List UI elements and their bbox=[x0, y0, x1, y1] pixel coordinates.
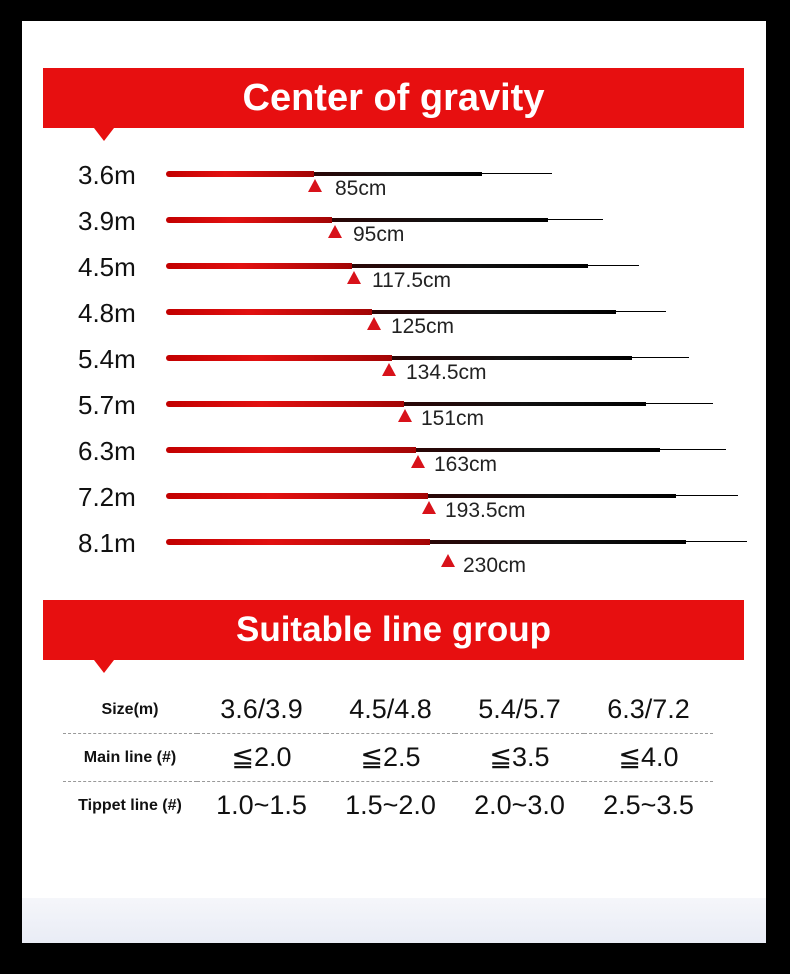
balance-point-label: 193.5cm bbox=[445, 499, 526, 522]
table-cell: 2.0~3.0 bbox=[474, 790, 565, 820]
row-label: Tippet line (#) bbox=[78, 796, 182, 814]
balance-point-label: 95cm bbox=[353, 223, 405, 246]
section-title: Center of gravity bbox=[242, 77, 545, 119]
balance-point-marker bbox=[328, 225, 342, 238]
table-cell: 1.0~1.5 bbox=[216, 790, 307, 820]
table-cell: ≦2.0 bbox=[197, 734, 326, 782]
table-cell: ≦4.0 bbox=[584, 734, 713, 782]
line-group-table bbox=[63, 686, 713, 829]
balance-point-label: 117.5cm bbox=[372, 269, 451, 292]
balance-point-marker bbox=[422, 501, 436, 514]
card-footer-strip bbox=[22, 898, 766, 943]
section-title: Suitable line group bbox=[235, 610, 552, 649]
row-label: Main line (#) bbox=[63, 734, 197, 782]
balance-point-marker bbox=[347, 271, 361, 284]
rod-row bbox=[0, 252, 790, 298]
rod-length: 7.2m bbox=[78, 482, 136, 512]
rod-row bbox=[0, 298, 790, 344]
balance-point-marker bbox=[398, 409, 412, 422]
rod-length: 6.3m bbox=[78, 436, 136, 466]
rod-row bbox=[0, 206, 790, 252]
balance-point-label: 151cm bbox=[421, 407, 485, 430]
rod-row bbox=[0, 390, 790, 436]
banner-notch bbox=[94, 128, 114, 141]
table-row bbox=[63, 686, 713, 734]
rod-row bbox=[0, 436, 790, 482]
table-cell: 1.5~2.0 bbox=[345, 790, 436, 820]
balance-point-marker bbox=[367, 317, 381, 330]
table-cell: 5.4/5.7 bbox=[455, 686, 584, 734]
rod-row bbox=[0, 344, 790, 390]
balance-point-label: 230cm bbox=[463, 554, 527, 577]
balance-point-marker bbox=[308, 179, 322, 192]
table-cell: 2.5~3.5 bbox=[603, 790, 694, 820]
table-cell: 6.3/7.2 bbox=[584, 686, 713, 734]
balance-point-marker bbox=[441, 554, 455, 567]
balance-point-label: 163cm bbox=[434, 453, 498, 476]
balance-point-label: 125cm bbox=[391, 315, 455, 338]
rod-length: 5.7m bbox=[78, 390, 136, 420]
suitable-line-group-banner bbox=[43, 600, 744, 660]
rod-length: 5.4m bbox=[78, 344, 136, 374]
table-row bbox=[63, 734, 713, 782]
rod-row bbox=[0, 482, 790, 528]
banner-notch bbox=[94, 660, 114, 673]
rod-length: 3.9m bbox=[78, 206, 136, 236]
table-cell: ≦2.5 bbox=[326, 734, 455, 782]
rod-row bbox=[0, 160, 790, 206]
table-cell: 3.6/3.9 bbox=[197, 686, 326, 734]
balance-point-marker bbox=[382, 363, 396, 376]
table-cell: ≦3.5 bbox=[455, 734, 584, 782]
rod-length: 3.6m bbox=[78, 160, 136, 190]
rod-length: 4.5m bbox=[78, 252, 136, 282]
balance-point-marker bbox=[411, 455, 425, 468]
rod-row bbox=[0, 528, 790, 577]
rod-length: 4.8m bbox=[78, 298, 136, 328]
table-row bbox=[63, 782, 713, 830]
balance-point-label: 134.5cm bbox=[406, 361, 487, 384]
rod-length: 8.1m bbox=[78, 528, 136, 558]
balance-point-label: 85cm bbox=[335, 177, 387, 200]
center-of-gravity-banner bbox=[43, 68, 744, 128]
row-label: Size(m) bbox=[63, 686, 197, 734]
table-cell: 4.5/4.8 bbox=[326, 686, 455, 734]
